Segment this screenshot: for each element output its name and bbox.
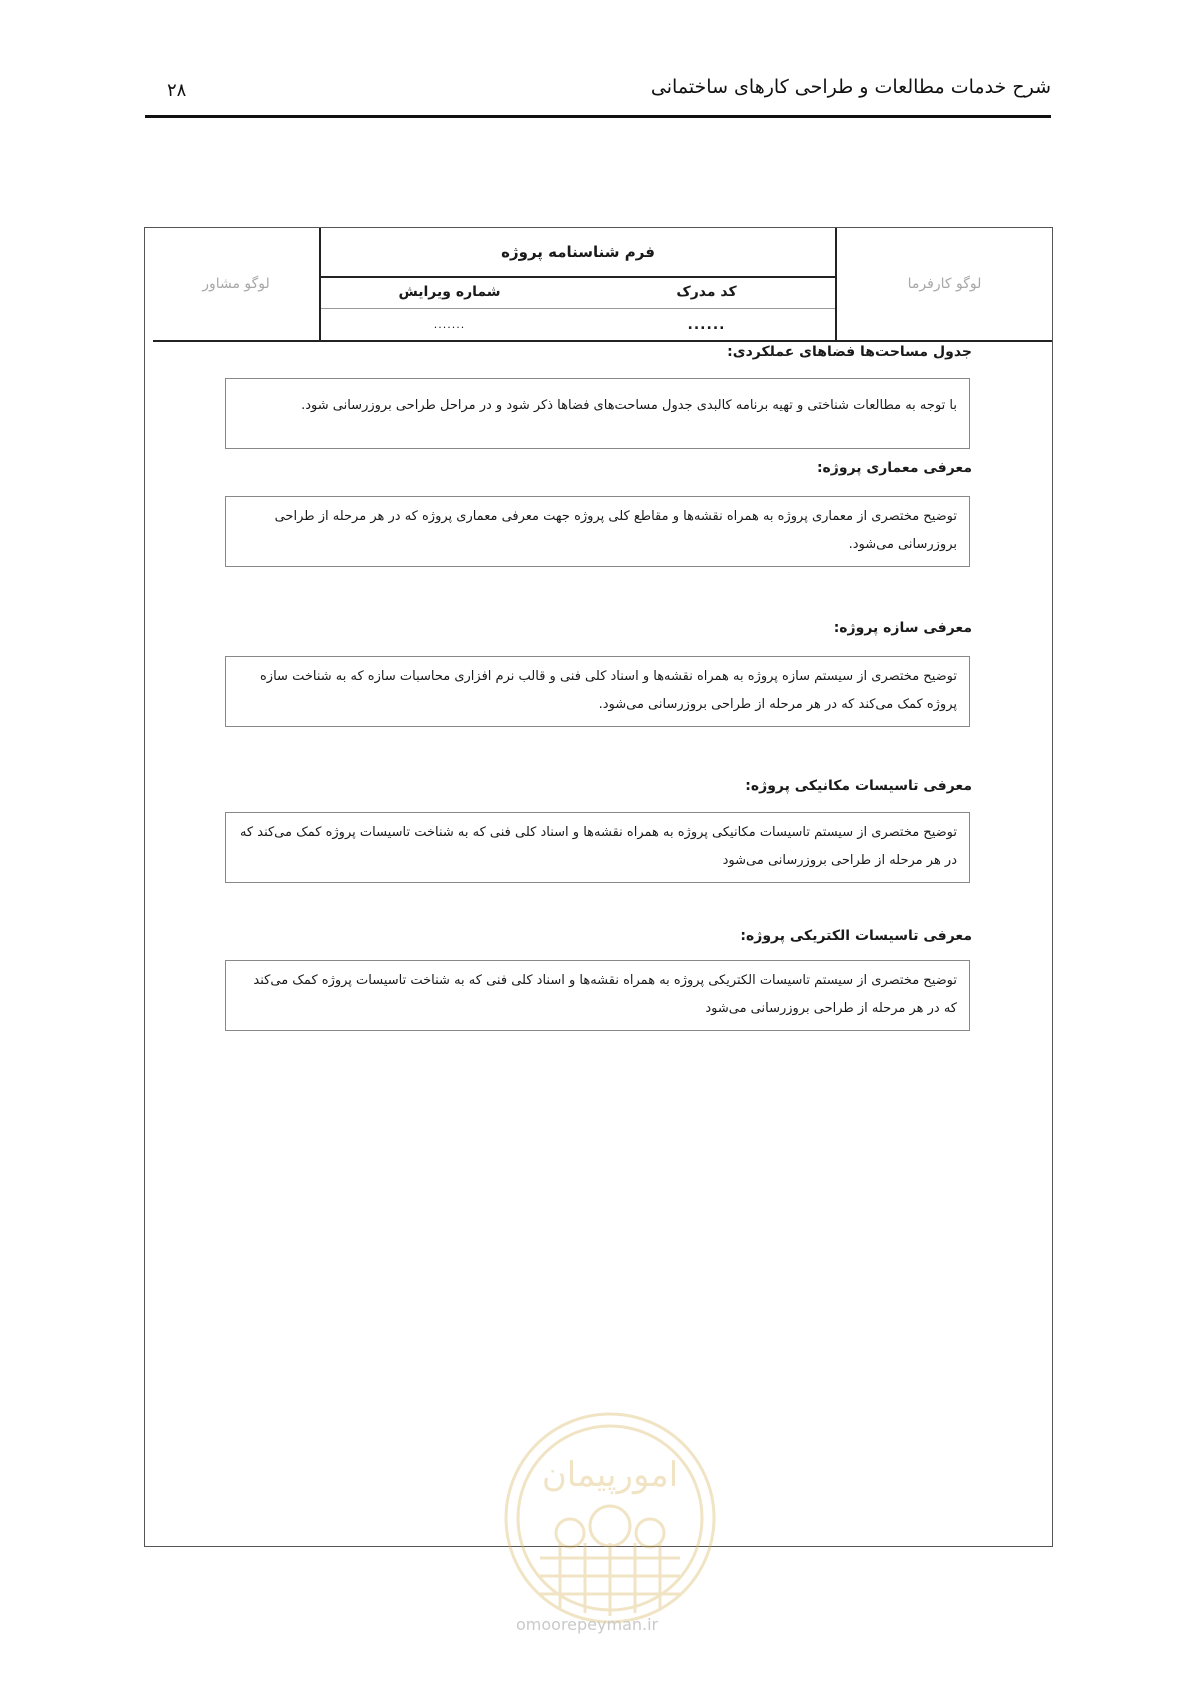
page-number: ۲۸ <box>167 80 187 101</box>
section-heading-mechanical: معرفی تاسیسات مکانیکی پروژه: <box>745 778 972 794</box>
form-title: فرم شناسنامه پروژه <box>321 228 835 278</box>
watermark-url: omoorepeyman.ir <box>516 1615 659 1634</box>
title-block-center <box>319 228 837 340</box>
title-block-value-row <box>321 309 835 340</box>
doc-code-value: ...... <box>687 316 726 333</box>
doc-code-label: کد مدرک <box>676 284 737 300</box>
section-box-area-table: با توجه به مطالعات شناختی و تهیه برنامه کالبدی جدول مساحت‌های فضاها ذکر شود و در مراحل طراحی بروزرسانی شود. <box>225 378 970 449</box>
revision-label: شماره ویرایش <box>398 284 501 300</box>
header-rule <box>145 115 1051 118</box>
consultant-logo-placeholder: لوگو مشاور <box>202 276 270 292</box>
page-header <box>145 70 1051 118</box>
running-header-title: شرح خدمات مطالعات و طراحی کارهای ساختمانی <box>650 76 1051 98</box>
revision-value: ....... <box>433 318 466 331</box>
section-heading-electrical: معرفی تاسیسات الکتریکی پروژه: <box>740 928 972 944</box>
section-box-mechanical: توضیح مختصری از سیستم تاسیسات مکانیکی پروژه به همراه نقشه‌ها و اسناد کلی فنی که به شناخت تاسیسات پروژه کمک می‌کند که در هر مرحله از طراحی بروزرسانی می‌شود <box>225 812 970 883</box>
watermark-seal <box>500 1408 720 1628</box>
section-heading-architecture: معرفی معماری پروژه: <box>816 460 972 476</box>
title-block <box>153 228 1052 342</box>
client-logo-placeholder: لوگو کارفرما <box>907 276 982 292</box>
section-box-structure: توضیح مختصری از سیستم سازه پروژه به همراه نقشه‌ها و اسناد کلی فنی و قالب نرم افزاری محاسبات سازه که به شناخت سازه پروژه کمک می‌کند که در هر مرحله از طراحی بروزرسانی می‌شود. <box>225 656 970 727</box>
page-frame <box>144 227 1053 1547</box>
title-block-label-row <box>321 276 835 309</box>
watermark-seal-text: امورپیمان <box>541 1455 679 1495</box>
section-heading-structure: معرفی سازه پروژه: <box>833 620 972 636</box>
section-heading-area-table: جدول مساحت‌ها فضاهای عملکردی: <box>727 344 972 360</box>
section-box-architecture: توضیح مختصری از معماری پروژه به همراه نقشه‌ها و مقاطع کلی پروژه جهت معرفی معماری پروژه که در هر مرحله از طراحی بروزرسانی می‌شود. <box>225 496 970 567</box>
section-box-electrical: توضیح مختصری از سیستم تاسیسات الکتریکی پروژه به همراه نقشه‌ها و اسناد کلی فنی که به شناخت تاسیسات پروژه کمک می‌کند که در هر مرحله از طراحی بروزرسانی می‌شود <box>225 960 970 1031</box>
